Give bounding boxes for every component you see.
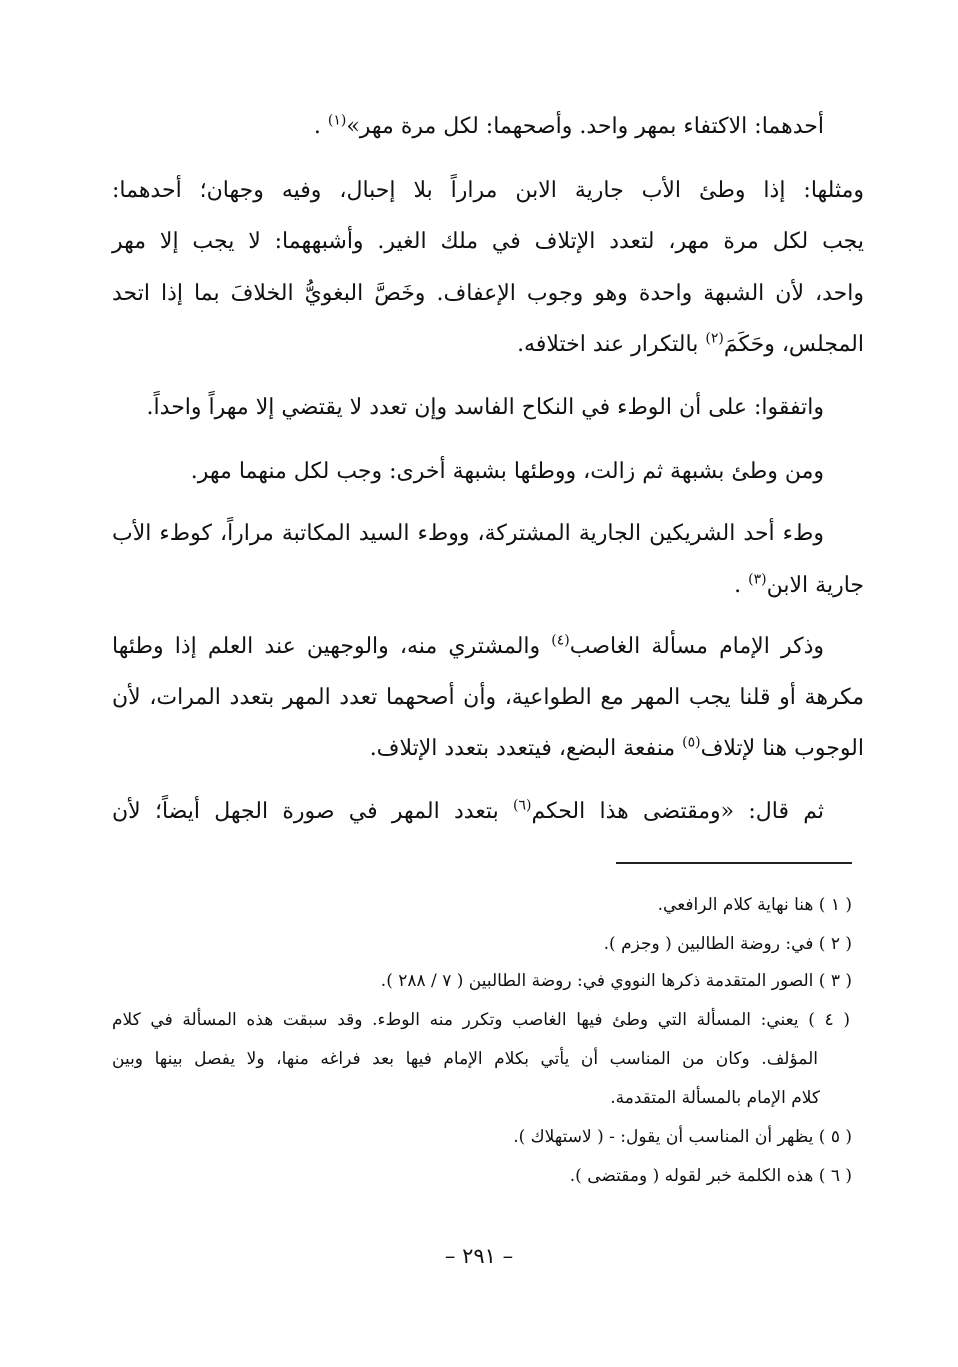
body-line-8-text: وطء أحد الشريكين الجارية المشتركة، ووطء السيد المكاتبة مراراً، كوطء الأب bbox=[112, 521, 824, 546]
body-line-12 bbox=[370, 734, 864, 764]
body-line-4 bbox=[112, 279, 864, 309]
footnote-4-line-2: المؤلف. وكان من المناسب أن يأتي بكلام الإمام فيها بعد فراغه منها، ولا يفصل بينها وبين bbox=[112, 1049, 818, 1069]
body-line-10-text: وذكر الإمام مسألة الغاصب bbox=[569, 634, 824, 659]
body-line-7-text: ومن وطئ بشبهة ثم زالت، ووطئها بشبهة أخرى: وجب لكل منهما مهر. bbox=[190, 459, 824, 484]
body-line-12-after: منفعة البضع، فيتعدد بتعدد الإتلاف. bbox=[369, 736, 683, 761]
body-line-4-text: واحد، لأن الشبهة واحدة وهو وجوب الإعفاف. وخَصَّ البغويُّ الخلافَ بما إذا اتحد bbox=[112, 281, 864, 306]
footnote-2: ( ٢ ) في: روضة الطالبين ( وجزم ). bbox=[603, 934, 852, 954]
footnote-ref-3: (٣) bbox=[748, 571, 767, 588]
body-line-11 bbox=[112, 683, 864, 713]
footnote-3: ( ٣ ) الصور المتقدمة ذكرها النووي في: روضة الطالبين ( ٧ / ٢٨٨ ). bbox=[380, 971, 852, 991]
footnote-ref-4: (٤) bbox=[551, 632, 570, 649]
body-line-2 bbox=[112, 176, 864, 206]
footnote-ref-1: (١) bbox=[327, 112, 347, 129]
body-line-9-after: . bbox=[734, 573, 749, 598]
body-line-1-after: . bbox=[313, 114, 328, 139]
footnote-5: ( ٥ ) يظهر أن المناسب أن يقول: - ( لاستهلاك ). bbox=[513, 1127, 852, 1147]
body-line-6-text: واتفقوا: على أن الوطء في النكاح الفاسد وإن تعدد لا يقتضي إلا مهراً واحداً. bbox=[146, 395, 824, 420]
footnote-ref-6: (٦) bbox=[512, 797, 532, 814]
body-line-12-text: الوجوب هنا لإتلاف bbox=[700, 736, 864, 761]
body-line-7 bbox=[191, 457, 824, 487]
footnote-divider bbox=[616, 862, 852, 864]
body-line-1 bbox=[314, 112, 824, 142]
body-line-5-text: المجلس، وحَكَمَ bbox=[723, 332, 864, 357]
body-line-9 bbox=[734, 571, 864, 601]
footnote-1: ( ١ ) هنا نهاية كلام الرافعي. bbox=[657, 895, 852, 915]
body-line-9-text: جارية الابن bbox=[766, 573, 864, 598]
footnote-ref-2: (٢) bbox=[705, 330, 724, 347]
body-line-8 bbox=[112, 519, 824, 549]
footnote-4-line-3: كلام الإمام بالمسألة المتقدمة. bbox=[610, 1088, 820, 1108]
body-line-6 bbox=[147, 393, 824, 423]
body-line-2-text: ومثلها: إذا وطئ الأب جارية الابن مراراً بلا إحبال، وفيه وجهان؛ أحدهما: bbox=[112, 178, 864, 203]
body-line-13 bbox=[112, 797, 824, 827]
body-line-3-text: يجب لكل مرة مهر، لتعدد الإتلاف في ملك الغير. وأشبههما: لا يجب إلا مهر bbox=[112, 229, 864, 254]
body-line-5 bbox=[517, 330, 864, 360]
footnote-ref-5: (٥) bbox=[682, 734, 701, 751]
body-line-5-after: بالتكرار عند اختلافه. bbox=[517, 332, 706, 357]
footnote-4-line-1: ( ٤ ) يعني: المسألة التي وطئ فيها الغاصب وتكرر منه الوطء. وقد سبقت هذه المسألة في كلام bbox=[112, 1010, 850, 1030]
body-line-3 bbox=[112, 227, 864, 257]
page-number: – ٢٩١ – bbox=[444, 1244, 514, 1268]
body-line-10-after: والمشتري منه، والوجهين عند العلم إذا وطئها bbox=[112, 634, 552, 659]
body-line-11-text: مكرهة أو قلنا يجب المهر مع الطواعية، وأن أصحهما تعدد المهر بتعدد المرات، لأن bbox=[112, 685, 864, 710]
body-line-1-text: أحدهما: الاكتفاء بمهر واحد. وأصحهما: لكل مرة مهر» bbox=[346, 114, 824, 139]
body-line-13-after: بتعدد المهر في صورة الجهل أيضاً؛ لأن bbox=[112, 799, 513, 824]
body-line-10 bbox=[112, 632, 824, 662]
footnote-6: ( ٦ ) هذه الكلمة خبر لقوله ( ومقتضى ). bbox=[569, 1166, 852, 1186]
body-line-13-text: ثم قال: «ومقتضى هذا الحكم bbox=[531, 799, 824, 824]
